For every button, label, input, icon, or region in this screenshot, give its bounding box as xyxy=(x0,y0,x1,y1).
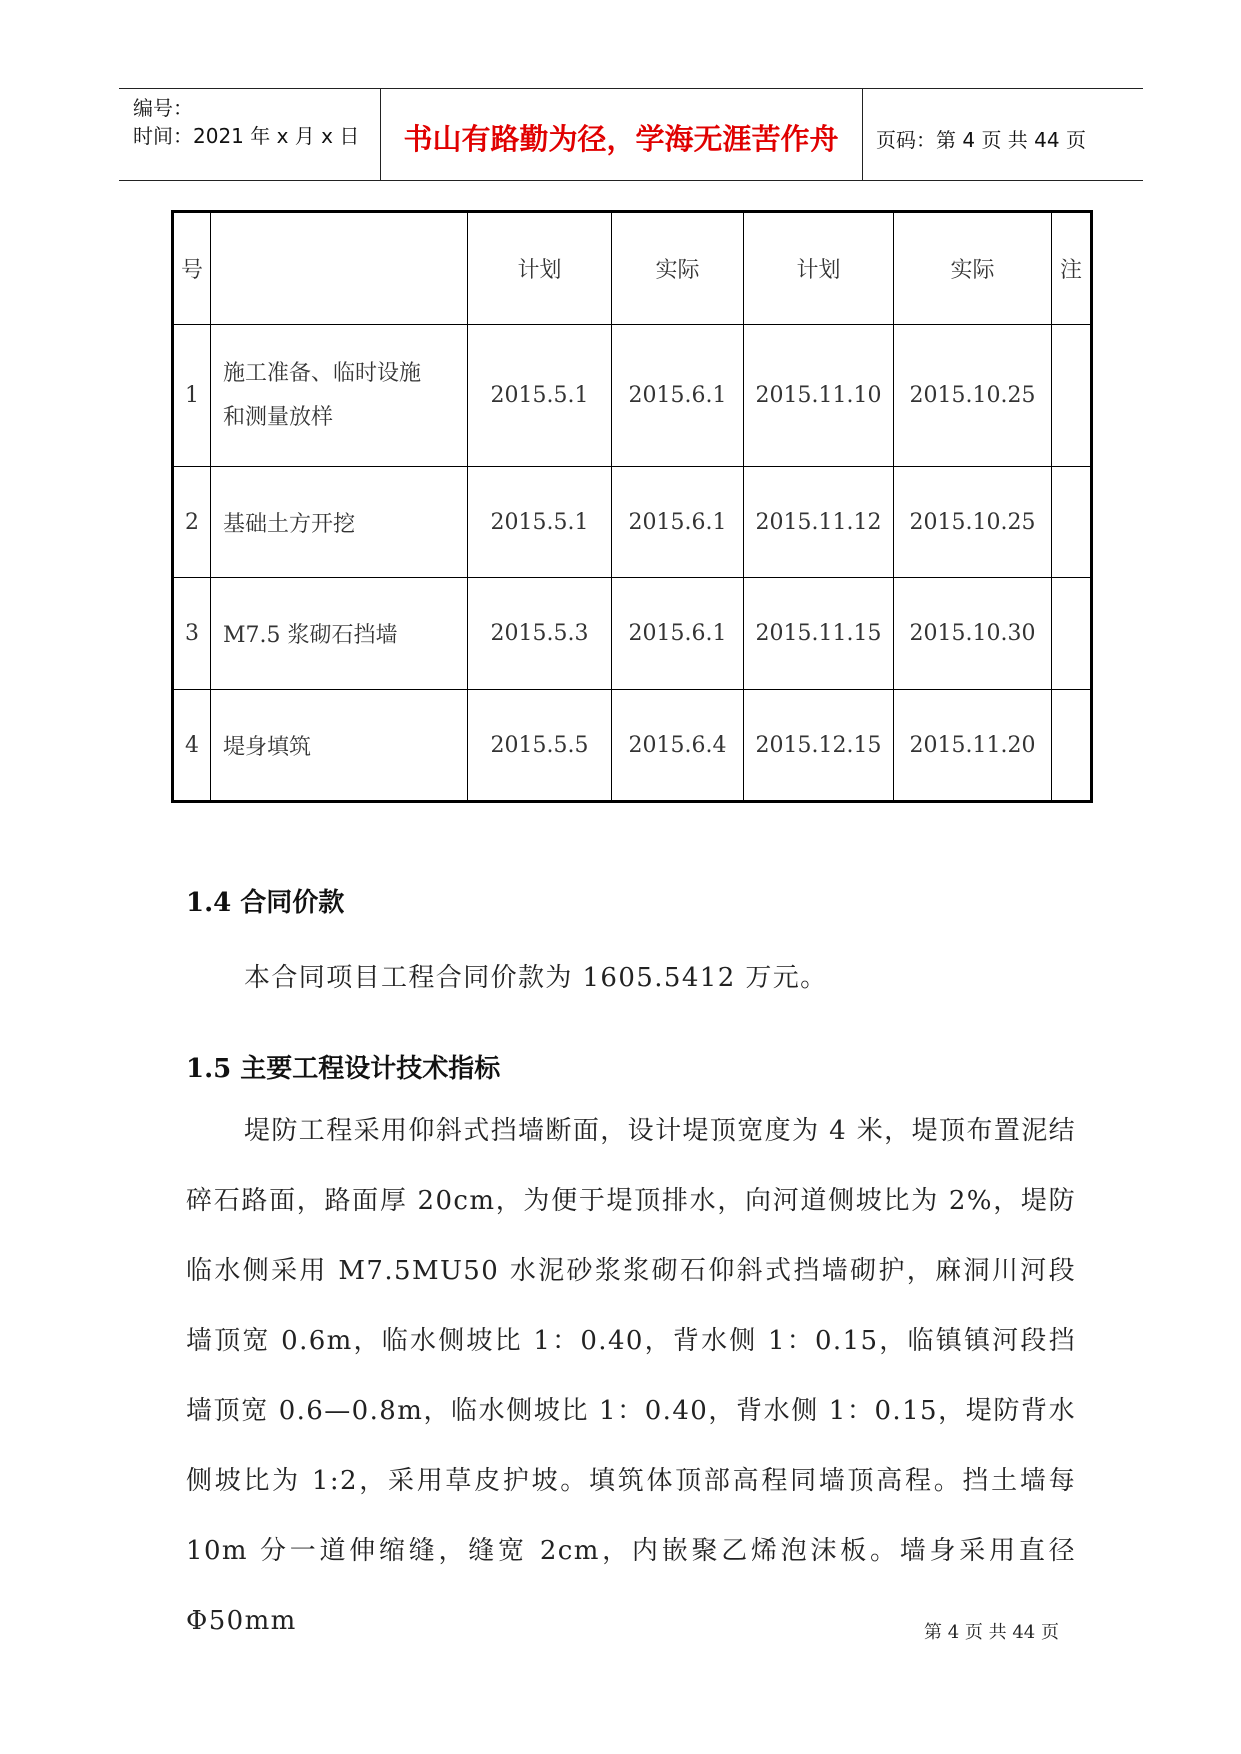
row-plan-start: 2015.5.1 xyxy=(468,467,612,578)
header-cell-item xyxy=(211,212,468,325)
header-cell-note: 注 xyxy=(1052,212,1092,325)
row-actual-start: 2015.6.1 xyxy=(612,467,744,578)
row-plan-end: 2015.11.12 xyxy=(744,467,894,578)
header-motto: 书山有路勤为径，学海无涯苦作舟 xyxy=(403,122,839,156)
row-number: 3 xyxy=(173,578,211,690)
row-task-name-line1: 施工准备、临时设施 xyxy=(223,360,422,386)
row-task-name xyxy=(211,325,468,467)
row-actual-start: 2015.6.1 xyxy=(612,578,744,690)
design-indicators-text: 堤防工程采用仰斜式挡墙断面，设计堤顶宽度为 4 米，堤顶布置泥结碎石路面，路面厚 20cm，为便于堤顶排水，向河道侧坡比为 2%，堤防临水侧采用 M7.5MU50 水泥砂浆浆砌石仰斜式挡墙砌护，麻洞川河段墙顶宽 0.6m，临水侧坡比 1：0.40，背水侧 1：0.15，临镇镇河段挡墙顶宽 0.6—0.8m，临水侧坡比 1：0.40，背水侧 1：0.15，堤防背水侧坡比为 1:2，采用草皮护坡。填筑体顶部高程同墙顶高程。挡土墙每 10m 分一道伸缩缝，缝宽 2cm，内嵌聚乙烯泡沫板。墙身采用直径Φ50mm xyxy=(186,1116,1076,1636)
row-plan-end: 2015.11.15 xyxy=(744,578,894,690)
header-cell-actual-end: 实际 xyxy=(894,212,1052,325)
contract-price-text: 本合同项目工程合同价款为 1605.5412 万元。 xyxy=(244,963,828,993)
row-task-name-line2: 和测量放样 xyxy=(223,404,334,430)
row-number: 2 xyxy=(173,467,211,578)
header-page-info: 页码：第 4 页 共 44 页 xyxy=(876,128,1086,152)
header-cell-plan-end: 计划 xyxy=(744,212,894,325)
contract-price-paragraph xyxy=(186,943,1076,1013)
section-heading-contract-price: 1.4 合同价款 xyxy=(186,888,345,918)
header-bottom-rule xyxy=(119,180,1143,181)
section-heading-design-indicators: 1.5 主要工程设计技术指标 xyxy=(186,1054,501,1084)
row-plan-start: 2015.5.1 xyxy=(468,325,612,467)
table-row xyxy=(173,467,1092,578)
document-number-label: 编号： xyxy=(133,96,193,120)
row-task-name: 基础土方开挖 xyxy=(211,467,468,578)
row-plan-start: 2015.5.5 xyxy=(468,690,612,802)
document-time-label: 时间：2021 年 x 月 x 日 xyxy=(133,124,360,148)
row-plan-end: 2015.11.10 xyxy=(744,325,894,467)
row-actual-end: 2015.10.30 xyxy=(894,578,1052,690)
row-task-name: M7.5 浆砌石挡墙 xyxy=(211,578,468,690)
header-cell-actual-start: 实际 xyxy=(612,212,744,325)
row-actual-end: 2015.11.20 xyxy=(894,690,1052,802)
row-note xyxy=(1052,467,1092,578)
row-plan-end: 2015.12.15 xyxy=(744,690,894,802)
row-plan-start: 2015.5.3 xyxy=(468,578,612,690)
header-top-rule xyxy=(119,88,1143,89)
table-row xyxy=(173,690,1092,802)
header-cell-plan-start: 计划 xyxy=(468,212,612,325)
design-indicators-paragraph xyxy=(186,1096,1076,1656)
table-row xyxy=(173,325,1092,467)
table-row xyxy=(173,578,1092,690)
row-actual-end: 2015.10.25 xyxy=(894,325,1052,467)
header-divider-right xyxy=(862,88,863,180)
row-note xyxy=(1052,325,1092,467)
row-actual-start: 2015.6.4 xyxy=(612,690,744,802)
row-actual-end: 2015.10.25 xyxy=(894,467,1052,578)
row-task-name: 堤身填筑 xyxy=(211,690,468,802)
row-note xyxy=(1052,578,1092,690)
row-number: 1 xyxy=(173,325,211,467)
page-footer: 第 4 页 共 44 页 xyxy=(924,1622,1059,1643)
row-actual-start: 2015.6.1 xyxy=(612,325,744,467)
schedule-table xyxy=(171,210,1093,803)
header-cell-no: 号 xyxy=(173,212,211,325)
table-header-row xyxy=(173,212,1092,325)
row-note xyxy=(1052,690,1092,802)
row-number: 4 xyxy=(173,690,211,802)
